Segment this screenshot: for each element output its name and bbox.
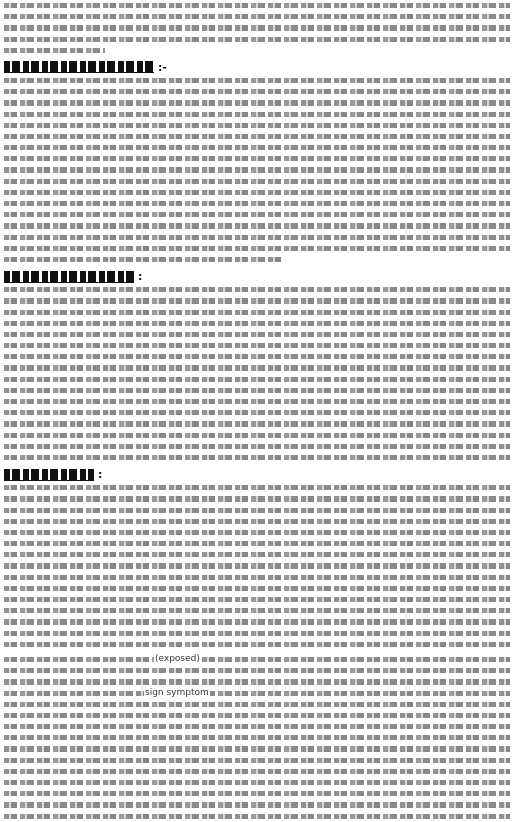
text-line xyxy=(4,766,510,777)
text-line xyxy=(4,0,510,11)
section-heading-3: : xyxy=(4,467,510,482)
text-line xyxy=(4,732,510,743)
text-line xyxy=(4,788,510,799)
text-line xyxy=(4,452,510,463)
text-line xyxy=(4,572,510,583)
text-line xyxy=(4,665,510,676)
text-line xyxy=(4,396,510,407)
text-line xyxy=(4,131,510,142)
text-line xyxy=(4,710,510,721)
text-line xyxy=(4,441,510,452)
text-line xyxy=(4,45,105,56)
text-line xyxy=(4,605,510,616)
text-line xyxy=(4,120,510,131)
text-line xyxy=(4,209,510,220)
text-line xyxy=(4,187,510,198)
text-line xyxy=(4,538,510,549)
section-heading-2-text xyxy=(4,271,134,283)
text-line xyxy=(4,75,510,86)
section-heading-1: :- xyxy=(4,60,510,75)
text-line xyxy=(4,11,510,22)
latin-term-exposed: (exposed) xyxy=(155,653,200,664)
text-line xyxy=(4,351,510,362)
text-line xyxy=(4,329,510,340)
text-line xyxy=(4,799,510,810)
text-line xyxy=(4,142,510,153)
text-line xyxy=(4,549,510,560)
text-line xyxy=(4,284,510,295)
text-line xyxy=(4,676,510,687)
section-heading-2: : xyxy=(4,269,510,284)
text-line xyxy=(4,755,510,766)
text-line xyxy=(4,295,510,306)
latin-term-sign-symptom: sign symptom xyxy=(145,687,209,698)
text-line xyxy=(4,407,510,418)
text-line xyxy=(4,430,510,441)
section-heading-1-text xyxy=(4,61,154,73)
text-line xyxy=(4,307,510,318)
text-line xyxy=(4,505,510,516)
text-line xyxy=(4,527,510,538)
text-line xyxy=(4,97,510,108)
section-heading-3-text xyxy=(4,469,94,481)
text-line xyxy=(4,176,510,187)
text-line xyxy=(4,385,510,396)
text-line xyxy=(4,243,510,254)
text-line xyxy=(4,164,510,175)
text-line xyxy=(4,198,510,209)
text-line xyxy=(4,418,510,429)
text-line xyxy=(4,153,510,164)
text-line xyxy=(4,583,510,594)
text-line xyxy=(4,362,510,373)
text-line xyxy=(4,777,510,788)
text-line xyxy=(4,594,510,605)
text-line xyxy=(4,232,510,243)
text-line xyxy=(4,86,510,97)
text-line xyxy=(4,220,510,231)
text-line xyxy=(4,254,282,265)
text-line xyxy=(4,628,510,639)
text-line xyxy=(4,374,510,385)
text-line xyxy=(4,318,510,329)
text-line xyxy=(4,482,510,493)
text-line xyxy=(4,34,510,45)
text-line xyxy=(4,699,510,710)
text-line xyxy=(4,743,510,754)
text-line xyxy=(4,721,510,732)
text-line xyxy=(4,493,510,504)
text-line xyxy=(4,516,510,527)
text-line-sign-symptom xyxy=(4,688,510,699)
text-line xyxy=(4,109,510,120)
text-line xyxy=(4,22,510,33)
text-line xyxy=(4,811,510,822)
text-line-exposed xyxy=(4,654,510,665)
text-line xyxy=(4,560,510,571)
text-line xyxy=(4,340,510,351)
text-line xyxy=(4,639,510,650)
text-line xyxy=(4,616,510,627)
